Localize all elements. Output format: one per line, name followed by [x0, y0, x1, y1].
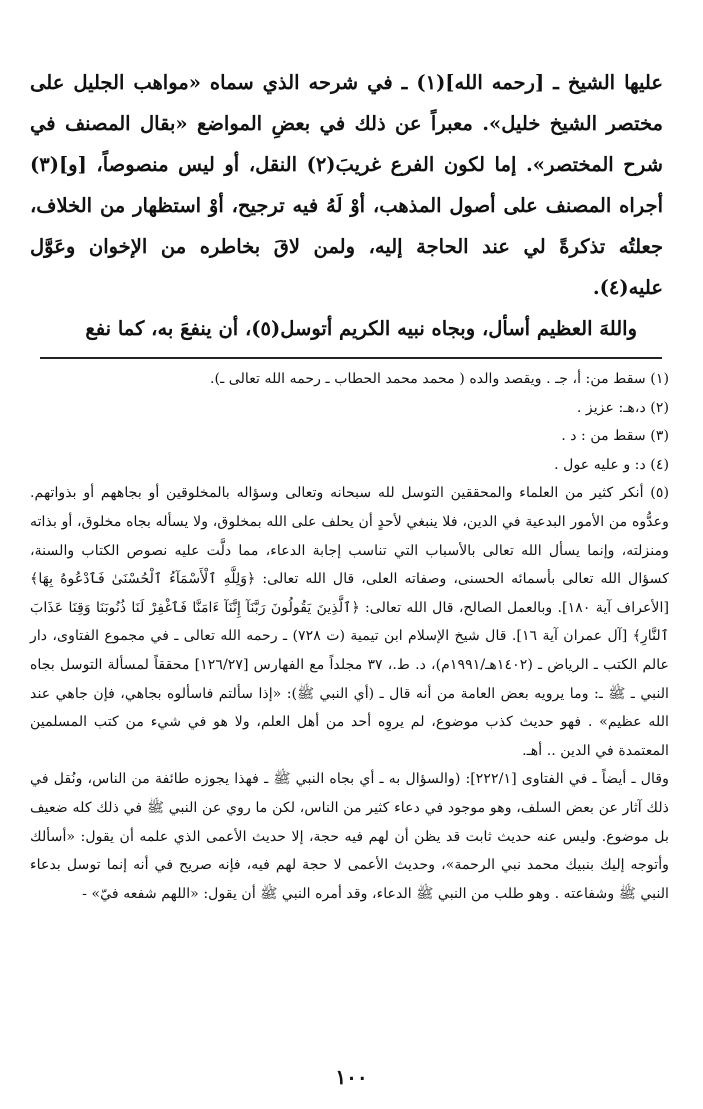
footnote-5: (٥) أنكر كثير من العلماء والمحققين التوسل لله سبحانه وتعالى وسؤاله بالمخلوقين أو بجاههم أو بذواتهم. وعدُّوه من الأمور البدعية في الدين، فلا ينبغي لأحدٍ أن يحلف على الله بمخلوق، ولا يسأله بجاه مخلوق، أو بذاته ومنزلته، وإنما يسأل الله تعالى بالأسباب التي تناسب إجابة الدعاء، مما دلَّت عليه نصوص الكتاب والسنة، كسؤال الله تعالى بأسمائه الحسنى، وصفاته العلى، قال الله تعالى: ﴿وَلِلَّهِ ٱلْأَسْمَآءُ ٱلْحُسْنَىٰ فَٱدْعُوهُ بِهَا﴾ [الأعراف آية ١٨٠]. وبالعمل الصالح، قال الله تعالى: ﴿ٱلَّذِينَ يَقُولُونَ رَبَّنَآ إِنَّنَآ ءَامَنَّا فَٱغْفِرْ لَنَا ذُنُوبَنَا وَقِنَا عَذَابَ ٱلنَّارِ﴾ [آل عمران آية ١٦]. قال شيخ الإسلام ابن تيمية (ت ٧٢٨) ـ رحمه الله تعالى ـ في مجموع الفتاوى، دار عالم الكتب ـ الرياض ـ (١٤٠٢هـ/١٩٩١م)، د. ط.، ٣٧ مجلداً مع الفهارس [١٢٦/٢٧] محققاً لمسألة التوسل بجاه النبي ـ ﷺ ـ: وما يرويه بعض العامة من أنه قال ـ (أي النبي ﷺ): «إذا سألتم فاسألوه بجاهي، فإن جاهي عند الله عظيم» . فهو حديث كذب موضوع، لم يروِه أحد من أهل العلم، ولا هو في شيء من كتب المسلمين المعتمدة في الدين .. أهـ. — [30, 485, 670, 759]
page-number: ١٠٠ — [335, 1065, 368, 1089]
footnote-4: (٤) د: و عليه عول . — [554, 456, 669, 473]
footnotes — [30, 365, 669, 1065]
main-text — [30, 62, 663, 352]
footnote-separator — [40, 357, 662, 359]
main-paragraph-1: عليها الشيخ ـ [رحمه الله](١) ـ في شرحه الذي سماه «مواهب الجليل على مختصر الشيخ خليل». معبراً عن ذلك في بعضِ المواضع «بقال المصنف في شرح المختصر». إما لكون الفرع غريبَ(٢) النقل، أو ليس منصوصاً، [و](٣) أجراه المصنف على أصول المذهب، أوْ لَهُ فيه ترجيح، أوْ استظهار من الخلاف، جعلتُه تذكرةً لي عند الحاجة إليه، ولمن لاقَ بخاطره من الإخوان وعَوَّل عليه(٤). — [30, 71, 663, 299]
footnote-2: (٢) د،هـ: عزيز . — [576, 399, 669, 416]
main-paragraph-2: واللهَ العظيم أسأل، وبجاه نبيه الكريم أتوسل(٥)، أن ينفعَ به، كما نفع — [85, 317, 637, 340]
footnote-5-continued: وقال ـ أيضاً ـ في الفتاوى [٢٢٢/١]: (والسؤال به ـ أي بجاه النبي ﷺ ـ فهذا يجوزه طائفة من الناس، ونُقل في ذلك آثار عن بعض السلف، وهو موجود في دعاء كثير من الناس، لكن ما روي عن النبي ﷺ في ذلك كله ضعيف بل موضوع. وليس عنه حديث ثابت قد يظن أن لهم فيه حجة، إلا حديث الأعمى الذي علمه أن يقول: «أسألك وأتوجه إليك بنبيك محمد نبي الرحمة»، وحديث الأعمى لا حجة لهم فيه، فإنه صريح في أنه إنما توسل بدعاء النبي ﷺ وشفاعته . وهو طلب من النبي ﷺ الدعاء، وقد أمره النبي ﷺ أن يقول: «اللهم شفعه فيّ» - — [30, 771, 669, 902]
footnote-1: (١) سقط من: أ، جـ . ويقصد والده ( محمد محمد الحطاب ـ رحمه الله تعالى ـ). — [210, 371, 669, 387]
footnote-3: (٣) سقط من : د . — [561, 428, 669, 445]
